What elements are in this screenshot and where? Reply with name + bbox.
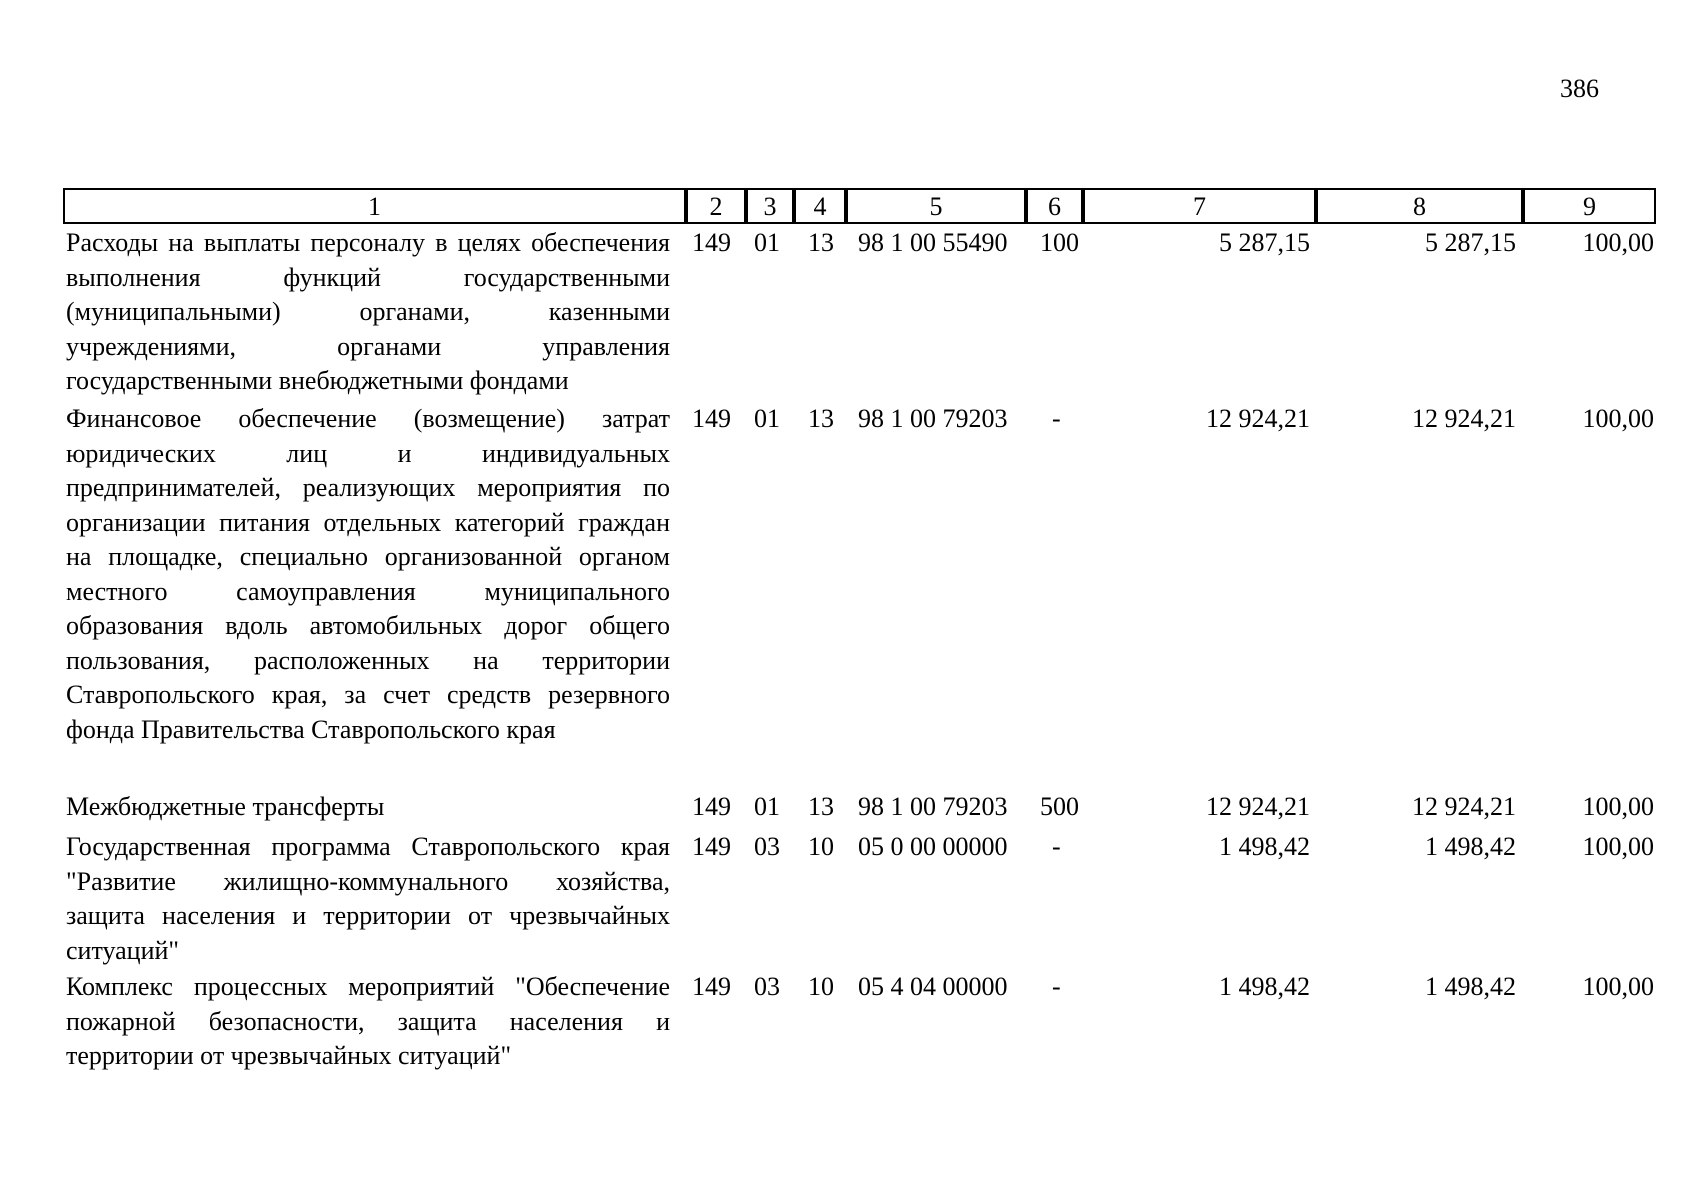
page-number: 386 xyxy=(1560,74,1599,103)
cell-col-2: 149 xyxy=(692,972,731,1001)
row-description: Комплекс процессных мероприятий "Обеспечение пожарной безопасности, защита населения и территории от чрезвычайных ситуаций" xyxy=(66,972,670,1070)
cell-col-5: 05 4 04 00000 xyxy=(858,972,1008,1001)
cell-col-9: 100,00 xyxy=(1582,832,1654,861)
row-description: Государственная программа Ставропольского края "Развитие жилищно-коммунального хозяйства, защита населения и территории от чрезвычайных ситуаций" xyxy=(66,832,670,965)
cell-col-7: 5 287,15 xyxy=(1219,228,1310,257)
header-col-9: 9 xyxy=(1523,188,1656,224)
cell-col-3: 03 xyxy=(754,972,780,1001)
cell-col-2: 149 xyxy=(692,832,731,861)
row-description: Расходы на выплаты персоналу в целях обеспечения выполнения функций государственными (муниципальными) органами, казенными учреждениями, органами управления государственными внебюджетными фондами xyxy=(66,228,670,395)
cell-col-4: 13 xyxy=(808,404,834,433)
cell-col-2: 149 xyxy=(692,792,731,821)
cell-col-3: 03 xyxy=(754,832,780,861)
cell-col-7: 12 924,21 xyxy=(1206,404,1310,433)
header-col-7: 7 xyxy=(1083,188,1316,224)
cell-col-3: 01 xyxy=(754,404,780,433)
cell-col-2: 149 xyxy=(692,228,731,257)
cell-col-6: - xyxy=(1052,972,1061,1001)
cell-col-2: 149 xyxy=(692,404,731,433)
row-description: Межбюджетные трансферты xyxy=(66,792,385,821)
cell-col-4: 10 xyxy=(808,972,834,1001)
header-col-4: 4 xyxy=(794,188,846,224)
cell-col-6: 100 xyxy=(1040,228,1079,257)
cell-col-8: 1 498,42 xyxy=(1425,832,1516,861)
table-header xyxy=(63,188,1656,228)
cell-col-5: 05 0 00 00000 xyxy=(858,832,1008,861)
cell-col-7: 1 498,42 xyxy=(1219,832,1310,861)
cell-col-9: 100,00 xyxy=(1582,404,1654,433)
cell-col-4: 13 xyxy=(808,228,834,257)
cell-col-6: - xyxy=(1052,404,1061,433)
header-col-6: 6 xyxy=(1026,188,1083,224)
cell-col-8: 5 287,15 xyxy=(1425,228,1516,257)
cell-col-3: 01 xyxy=(754,792,780,821)
row-description: Финансовое обеспечение (возмещение) затрат юридических лиц и индивидуальных предпринимателей, реализующих мероприятия по организации питания отдельных категорий граждан на площадке, специально организованной органом местного самоуправления муниципального образования вдоль автомобильных дорог общего пользования, расположенных на территории Ставропольского края, за счет средств резервного фонда Правительства Ставропольского края xyxy=(66,404,670,744)
cell-col-9: 100,00 xyxy=(1582,228,1654,257)
header-col-3: 3 xyxy=(746,188,794,224)
cell-col-4: 10 xyxy=(808,832,834,861)
cell-col-5: 98 1 00 79203 xyxy=(858,792,1008,821)
cell-col-9: 100,00 xyxy=(1582,792,1654,821)
header-col-2: 2 xyxy=(686,188,746,224)
cell-col-4: 13 xyxy=(808,792,834,821)
cell-col-8: 12 924,21 xyxy=(1412,792,1516,821)
cell-col-5: 98 1 00 79203 xyxy=(858,404,1008,433)
cell-col-8: 12 924,21 xyxy=(1412,404,1516,433)
cell-col-7: 1 498,42 xyxy=(1219,972,1310,1001)
cell-col-6: 500 xyxy=(1040,792,1079,821)
header-col-1: 1 xyxy=(63,188,686,224)
cell-col-5: 98 1 00 55490 xyxy=(858,228,1008,257)
header-col-5: 5 xyxy=(846,188,1026,224)
cell-col-8: 1 498,42 xyxy=(1425,972,1516,1001)
header-col-8: 8 xyxy=(1316,188,1523,224)
cell-col-7: 12 924,21 xyxy=(1206,792,1310,821)
cell-col-3: 01 xyxy=(754,228,780,257)
cell-col-6: - xyxy=(1052,832,1061,861)
cell-col-9: 100,00 xyxy=(1582,972,1654,1001)
